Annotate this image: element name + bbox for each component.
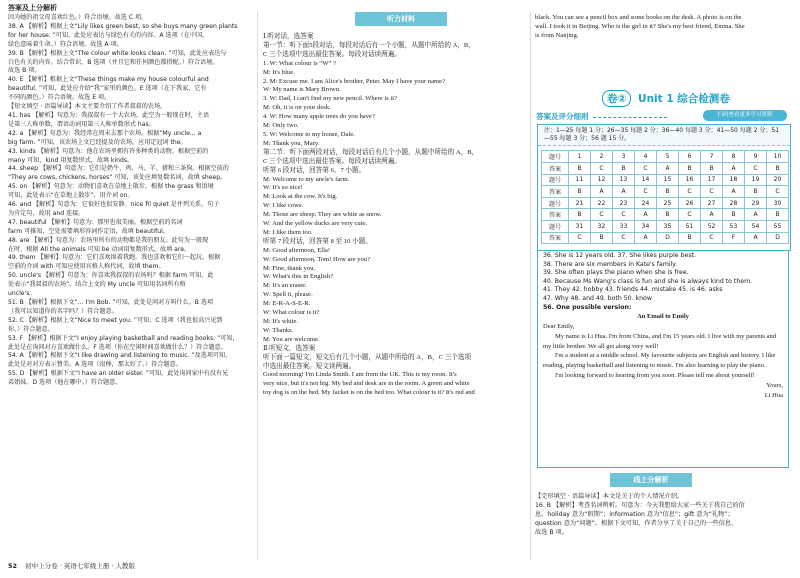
essay-title: An Email to Emily	[637, 313, 689, 321]
table-cell: 6	[679, 151, 701, 163]
column-1	[8, 14, 252, 388]
text-line: W: What's this in English?	[263, 273, 334, 281]
divider	[530, 12, 531, 560]
column-2	[263, 33, 525, 398]
text-line: 38. A 【解析】根据上文“Lily likes green best, so she buys many green plants	[8, 22, 238, 30]
table-cell: C	[679, 186, 701, 198]
essay-paragraph: I'm a student at a middle school. My favourite subjects are English and history. I like reading, playing basketball and listening to music. I'm also learning to play the piano.	[543, 352, 776, 370]
text-line: W: My name is Mary Brown.	[263, 86, 341, 94]
table-cell: 20	[767, 174, 789, 186]
text-line: 50. uncle's 【解析】句意为：你喜欢我叔叔的农场吗？根据 farm 可知，此	[8, 272, 214, 280]
text-line: Ⅰ.听对话，选答案	[263, 33, 314, 40]
text-line: 你。）符合题意。	[8, 325, 54, 333]
table-cell: 33	[613, 220, 635, 232]
footer-text: 初中上分卷 · 英语七年级上册 · 人教版	[25, 562, 136, 570]
text-line: 【短文填空 · 语篇导读】本文主要介绍了作者叔叔的农场。	[8, 103, 167, 111]
text-line: M: Only two.	[263, 122, 299, 130]
table-cell: A	[723, 163, 745, 175]
table-cell: C	[767, 186, 789, 198]
answer-line: 47. Why 48. and 49. both 50. know	[543, 294, 652, 302]
answer-table	[541, 150, 789, 244]
table-cell: 26	[679, 197, 701, 209]
text-line: 16. B 【解析】考查名词辨析。句意为：今天我想给大家一些关于我自己的信	[535, 501, 745, 509]
row-label: 答案	[542, 163, 569, 175]
text-line: 可知，此处表示“在草地上散步”，用介词 on。	[8, 192, 134, 200]
row-label: 题号	[542, 220, 569, 232]
text-line: “They are cows, chickens, horses” 可知，该处应填复数名词，故填 sheep。	[8, 174, 227, 182]
table-cell: B	[701, 163, 723, 175]
table-cell: 14	[635, 174, 657, 186]
table-cell: A	[745, 209, 767, 221]
row-label: 题号	[542, 197, 569, 209]
table-cell: B	[767, 209, 789, 221]
text-line: W: And the yellow ducks are very cute.	[263, 220, 368, 228]
unit-badge: 卷②	[602, 90, 631, 107]
text-line: W: What colour is it?	[263, 309, 320, 317]
text-line: M: Good afternoon, Ella!	[263, 246, 331, 254]
table-cell: 19	[745, 174, 767, 186]
table-cell: D	[767, 232, 789, 244]
table-cell: 55	[767, 220, 789, 232]
table-cell: A	[635, 232, 657, 244]
row-label: 题号	[542, 151, 569, 163]
text-line: many 可知，kind 用复数形式，故填 kinds。	[8, 156, 134, 164]
row-label: 答案	[542, 186, 569, 198]
text-line: M: It's white.	[263, 318, 299, 325]
answer-line: 41. They 42. hobby 43. friends 44. mistake 45. is 46. asks	[543, 286, 723, 294]
text-line: 45. on 【解析】句意为：动物们喜欢在草地上散步。根据 the grass 和语境	[8, 183, 214, 191]
table-cell: 11	[569, 174, 591, 186]
text-line: 4. W: How many apple trees do you have?	[263, 113, 375, 121]
qr-pill-button[interactable]: 扫码查看更多学习资源	[703, 110, 787, 121]
table-cell: 1	[569, 151, 591, 163]
table-cell: B	[657, 209, 679, 221]
text-line: 绿色意味着生命。）符合语境。故选 A 项。	[8, 40, 123, 48]
table-row	[542, 151, 789, 163]
answer-line: 39. She often plays the piano when she is free.	[543, 269, 689, 277]
text-line: 【完形填空 · 语篇导读】本文是关于的个人情况介绍。	[535, 493, 684, 500]
text-line: 41. has 【解析】句意为：我叔叔有一个大农场。此空为一般现在时，主语	[8, 111, 210, 119]
text-line: 39. B 【解析】根据上文“The colour white looks clean. ”可知，此处应表达与	[8, 49, 227, 57]
table-cell: B	[679, 163, 701, 175]
table-cell: 24	[635, 197, 657, 209]
table-cell: 54	[745, 220, 767, 232]
answer-line: 36. She is 12 years old. 37. She likes purple best.	[543, 252, 696, 259]
text-line: 空前的介词 with 可知应使用宾格人称代词，故填 them。	[8, 263, 165, 271]
table-cell: 15	[657, 174, 679, 186]
table-cell: A	[657, 163, 679, 175]
text-line: W: Spell it, please.	[263, 291, 313, 299]
table-cell: B	[569, 163, 591, 175]
text-line: Good morning! I'm Linda Smith. I am from the UK. This is my room. It's	[263, 371, 457, 379]
table-cell: 5	[657, 151, 679, 163]
text-line: W: I like cows.	[263, 202, 304, 210]
table-cell: 53	[723, 220, 745, 232]
text-line: 中选出最佳答案。短文读两遍。	[263, 362, 356, 370]
text-line: very nice, but it's not big. My bed and desk are in the room. A green and white	[263, 380, 470, 388]
table-cell: 9	[745, 151, 767, 163]
text-line: for her house. ”可知，此处应表达与绿色有关的内容。A 选项（在中国，	[8, 31, 209, 39]
text-line: 此处是对对方表示赞美。A 选项（很棒，那太好了。）符合题意。	[8, 361, 182, 369]
essay-signature: Li Hua	[764, 391, 783, 399]
table-row	[542, 163, 789, 175]
text-line: M: E-R-A-S-E-R.	[263, 300, 311, 308]
text-line: 听下面一篇短文，短文后有几个小题，从题中所给的 A，B，C 三个选项	[263, 353, 472, 361]
table-cell: B	[613, 163, 635, 175]
text-line: 49. them 【解析】句意为：它们喜欢围着我跑，我也喜欢和它们一起玩。根据	[8, 254, 221, 262]
text-line: 故选 B 项。	[535, 528, 568, 536]
text-line: uncle's。	[8, 290, 36, 298]
text-line: 46. and 【解析】句意为：它很好也很安静。nice 和 quiet 是并列关系，句子	[8, 201, 220, 209]
table-cell: C	[679, 209, 701, 221]
table-cell: 52	[701, 220, 723, 232]
table-cell: C	[613, 209, 635, 221]
row-label: 题号	[542, 174, 569, 186]
divider	[257, 12, 258, 560]
text-line: wall. I took it in Beijing. Who is the girl in it? She's my best friend, Emma. She	[535, 22, 745, 30]
text-line: C 三个选项中选出最佳答案。每段对话读两遍。	[263, 50, 401, 58]
text-line: M: Look at the cow. It's big.	[263, 193, 338, 201]
text-line: 42. a 【解析】句意为：我经常在周末去那个农场。根据“My uncle... a	[8, 129, 202, 137]
essay-paragraph: My name is Li Hua. I'm from China, and I'm 15 years old. I live with my parents and my little brother. We all get along very well!	[543, 332, 776, 350]
text-line: M: Fine, thank you.	[263, 264, 316, 272]
text-line: 弟姐妹。D 选项（他在哪中。）符合题意。	[8, 379, 122, 387]
table-cell: C	[591, 209, 613, 221]
text-line: 白色有关的内容。结合常识，B 选项（并且它和任何颜色都搭配。）符合语境。	[8, 58, 219, 66]
table-cell: A	[723, 186, 745, 198]
text-line: 因为她的祖父母喜欢红色。）符合语境。故选 C 项。	[8, 14, 148, 21]
page-footer	[8, 561, 135, 570]
text-line: 第一节：听下面5段对话，每段对话后有一个小题，从题中所给的 A，B，	[263, 41, 475, 49]
table-cell: 18	[723, 174, 745, 186]
answer-line: 56. One possible version:	[543, 303, 632, 311]
text-line: 43. kinds 【解析】句意为：他在农场里拥有许多种类的动物。根据空前的	[8, 147, 209, 155]
text-line: （我可以知道你的名字吗？）符合题意。	[8, 307, 118, 315]
text-line: Ⅱ.听短文，选答案	[263, 344, 316, 352]
table-cell: C	[613, 232, 635, 244]
text-line: M: Thank you, Mary.	[263, 139, 320, 147]
text-line: big farm. ”可知，该农场上文已经提及的农场，应用定冠词 the。	[8, 138, 187, 146]
table-cell: A	[635, 209, 657, 221]
text-line: 53. F 【解析】根据下文“I enjoy playing basketball and reading books. ”可知，	[8, 334, 239, 342]
answer-heading	[536, 111, 667, 122]
table-cell: 4	[635, 151, 657, 163]
table-cell: C	[701, 186, 723, 198]
text-line: 息。holiday 意为“假期”；information 意为“信息”；gift 意为“礼物”；	[535, 510, 734, 518]
table-cell: C	[701, 232, 723, 244]
unit-title-text: Unit 1 综合检测卷	[638, 93, 730, 105]
text-line: 44. sheep 【解析】句意为：它们是奶牛、鸡、马、羊、猪和三条狗。根据空前的	[8, 165, 229, 173]
text-line: M: You are welcome.	[263, 335, 320, 343]
essay-closing: Yours,	[766, 381, 783, 389]
table-cell: 10	[767, 151, 789, 163]
table-cell: 29	[745, 197, 767, 209]
text-line: toy dog is on the bed. My Jacket is on the bed too. What colour is it? It's red and	[263, 389, 475, 397]
table-cell: 34	[635, 220, 657, 232]
table-cell: 32	[591, 220, 613, 232]
unit-title	[602, 90, 730, 107]
table-cell: 7	[701, 151, 723, 163]
row-label: 答案	[542, 209, 569, 221]
table-cell: 12	[591, 174, 613, 186]
text-line: W: Thanks.	[263, 326, 294, 334]
table-cell: F	[723, 232, 745, 244]
answer-section	[537, 250, 789, 468]
text-line: W: Good afternoon, Tom! How are you?	[263, 255, 371, 263]
text-line: 为肯定句，故用 and 连接。	[8, 209, 85, 217]
table-cell: C	[745, 163, 767, 175]
text-line: M: Those are sheep. They are white as snow.	[263, 211, 382, 219]
table-cell: 2	[591, 151, 613, 163]
text-line: C 三个选项中选出最佳答案。每段对话读两遍。	[263, 157, 401, 165]
table-cell: 25	[657, 197, 679, 209]
table-cell: 3	[613, 151, 635, 163]
text-line: 3. W: Dad, I can't find my new pencil. Where is it?	[263, 95, 397, 103]
answer-box	[537, 124, 791, 251]
text-line: 是第三人称单数，谓语动词用第三人称单数形式 has。	[8, 120, 155, 128]
text-line: M: Oh, it is on your desk.	[263, 104, 331, 112]
text-line: 处表示“我叔叔的农场”，结合上文的 My uncle 可知用名词所有格	[8, 281, 186, 289]
table-cell: 23	[613, 197, 635, 209]
text-line: W: It's so nice!	[263, 184, 303, 192]
page-header: 答案及上分解析	[8, 4, 57, 12]
text-line: 在时，根据 All the animals 可知 be 动词用复数形式，故填 are。	[8, 245, 191, 253]
table-row	[542, 186, 789, 198]
essay	[543, 312, 783, 400]
table-cell: B	[679, 232, 701, 244]
table-cell: 31	[569, 220, 591, 232]
table-cell: B	[745, 186, 767, 198]
text-line: M: It's an eraser.	[263, 282, 307, 290]
table-cell: C	[591, 163, 613, 175]
table-cell: 27	[701, 197, 723, 209]
table-cell: 51	[679, 220, 701, 232]
table-cell: B	[723, 209, 745, 221]
text-line: black. You can see a pencil box and some books on the desk. A photo is on the	[535, 14, 742, 21]
column-3-bottom	[535, 493, 793, 538]
text-line: 听第 6 段对话，回答第 6、7 小题。	[263, 166, 366, 174]
text-line: 2. M: Excuse me. I am Alice's brother, Peter. May I have your name?	[263, 77, 446, 85]
scoring-note: 注：1—25 每题 1 分；26—35 每题 2 分；36—40 每题 3 分；41—50 每题 2 分；51—55 每题 3 分；56 题 15 分。	[538, 125, 790, 146]
text-line: 40. E 【解析】根据上文“These things make my house colourful and	[8, 76, 209, 84]
listening-banner: 听力材料	[355, 12, 447, 26]
table-cell: C	[635, 163, 657, 175]
text-line: 55. D 【解析】根据下文“I have an older sister. ”可知，此处询问家中有没有兄	[8, 370, 229, 378]
table-row	[542, 209, 789, 221]
text-line: 5. W: Welcome to my house, Dale.	[263, 130, 355, 138]
answer-line: 38. There are six members in Kate's family.	[543, 260, 678, 268]
table-cell: B	[569, 209, 591, 221]
table-cell: A	[591, 186, 613, 198]
page-number: 52	[8, 562, 18, 570]
text-line: M: Welcome to my uncle's farm.	[263, 175, 350, 183]
text-line: M: It's blue.	[263, 68, 295, 76]
text-line: 51. B 【解析】根据下文“... I'm Bob. ”可知，此处是问对方叫什么。B 选项	[8, 299, 214, 306]
column-3-top	[535, 14, 793, 41]
table-cell: 22	[591, 197, 613, 209]
text-line: beautiful. ”可知，此处应介绍“我”家里的颜色。E 选项（在下我家，它有	[8, 85, 207, 93]
text-line: 不同的颜色。）符合语境。故选 E 项。	[8, 94, 111, 102]
table-cell: A	[613, 186, 635, 198]
table-cell: B	[569, 186, 591, 198]
table-cell: 13	[613, 174, 635, 186]
table-cell: 8	[723, 151, 745, 163]
table-cell: B	[591, 232, 613, 244]
table-cell: B	[657, 186, 679, 198]
table-cell: A	[745, 232, 767, 244]
table-cell: 16	[679, 174, 701, 186]
table-cell: 21	[569, 197, 591, 209]
text-line: 1. W: What colour is “W” ?	[263, 59, 336, 67]
text-line: 54. A 【解析】根据下文“I like drawing and listening to music. ”及选项可知，	[8, 352, 232, 360]
text-line: 48. are 【解析】句意为：农场里所有的动物都是我的朋友。此句为一般现	[8, 236, 209, 244]
dashed-line	[593, 117, 667, 118]
text-line: 此处是在询问对方喜欢做什么。F 选项（你在空闲时间喜欢做什么？）符合题意。	[8, 343, 227, 351]
answer-heading-label: 答案及评分细则	[536, 112, 589, 121]
table-cell: 30	[767, 197, 789, 209]
text-line: M: I like them too.	[263, 228, 313, 236]
table-row	[542, 220, 789, 232]
table-cell: A	[701, 209, 723, 221]
analysis-banner: 线上分解析	[610, 473, 692, 487]
answer-line: 40. Because Ms Wang's class is fun and she is always kind to them.	[543, 277, 753, 285]
table-cell: D	[657, 232, 679, 244]
text-line: 故选 B 项。	[8, 67, 41, 75]
text-line: 第二节：听下面两段对话，每段对话后有几个小题，从题中所给的 A，B，	[263, 148, 479, 156]
table-cell: C	[635, 186, 657, 198]
essay-greeting: Dear Emily,	[543, 322, 575, 330]
table-row	[542, 197, 789, 209]
table-cell: B	[767, 163, 789, 175]
text-line: is from Nanjing.	[535, 31, 579, 39]
table-row	[542, 232, 789, 244]
row-label: 答案	[542, 232, 569, 244]
table-row	[542, 174, 789, 186]
essay-paragraph: I'm looking forward to hearing from you soon. Please tell me about yourself!	[555, 371, 755, 379]
table-cell: C	[569, 232, 591, 244]
text-line: 47. beautiful 【解析】句意为：那里也很美丽。根据空前的名词	[8, 218, 183, 226]
text-line: question 意为“问题”。根据下文可知，作者分享了关于自己的一些信息，	[535, 519, 738, 527]
table-cell: 35	[657, 220, 679, 232]
table-cell: 28	[723, 197, 745, 209]
text-line: 52. C 【解析】根据上文“Nice to meet you. ”可知，C 选项（我也很高兴见到	[8, 316, 223, 324]
text-line: farm 可推知，空处需要填形容词作定语，故填 beautiful。	[8, 227, 169, 235]
table-cell: 17	[701, 174, 723, 186]
text-line: 听第 7 段对话，回答第 8 至 10 小题。	[263, 237, 372, 245]
